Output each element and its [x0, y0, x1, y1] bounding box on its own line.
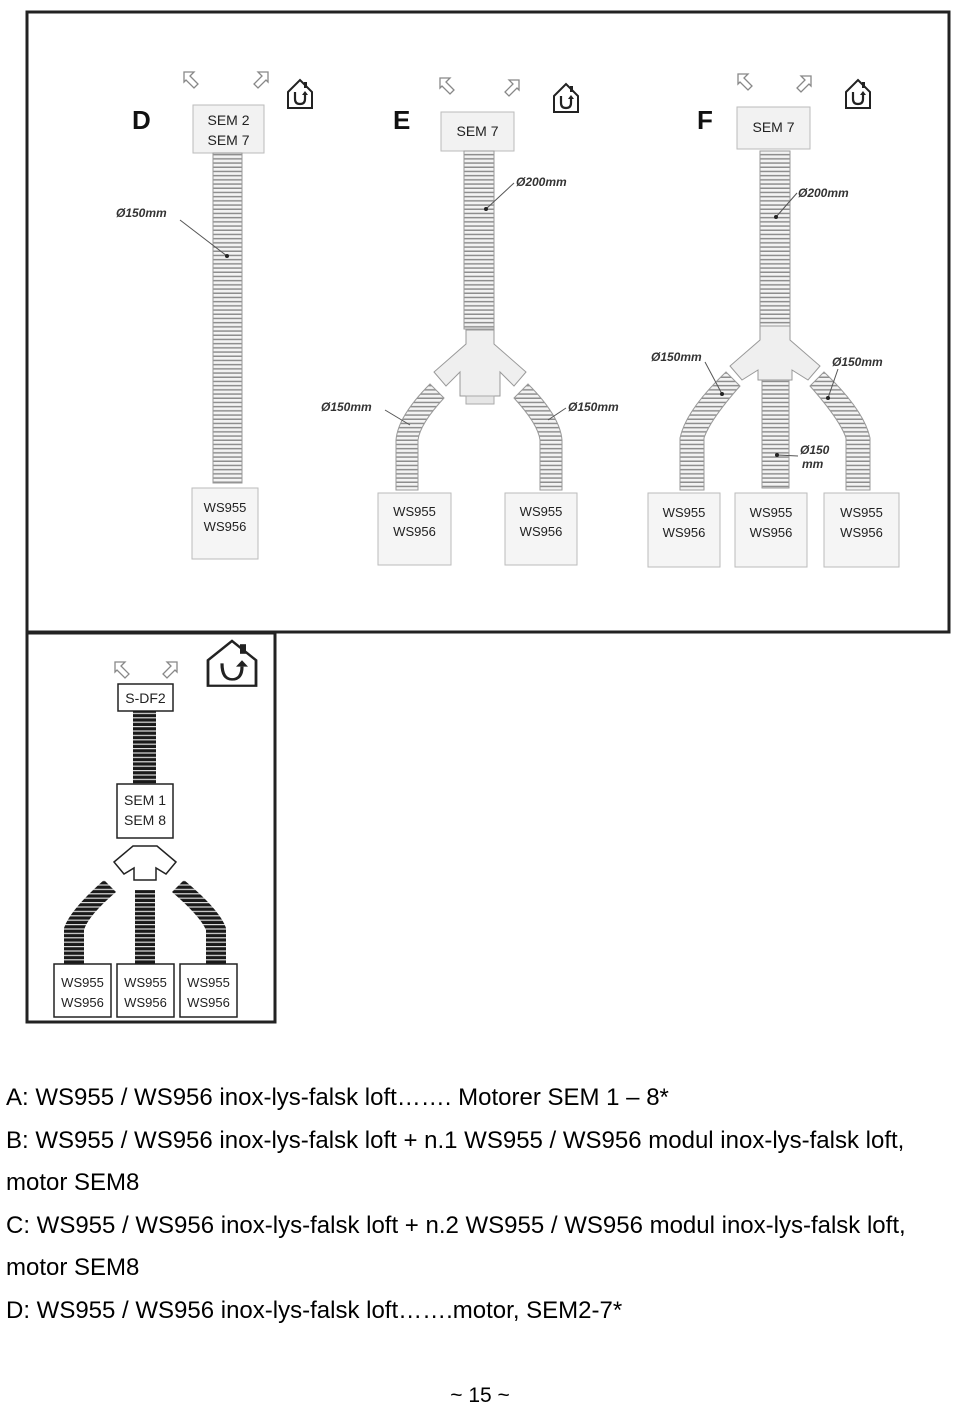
diameter-label: Ø150mm	[832, 355, 883, 369]
motor-label: SEM 8	[123, 812, 167, 828]
unit-label: WS955	[519, 504, 563, 519]
flex-duct	[464, 151, 494, 329]
unit-label: WS955	[187, 975, 230, 990]
diameter-label: mm	[802, 457, 824, 471]
flex-duct	[760, 151, 790, 326]
letter-d: D	[132, 105, 151, 135]
leader-dot	[826, 396, 830, 400]
page-number: ~ 15 ~	[450, 1384, 510, 1407]
leader-dot	[774, 215, 778, 219]
roof-outlet-label: S-DF2	[125, 690, 166, 706]
caption-list	[6, 1077, 956, 1332]
unit-label: WS955	[124, 975, 167, 990]
unit-label: WS955	[61, 975, 104, 990]
diameter-label: Ø200mm	[798, 186, 849, 200]
diameter-label: Ø150mm	[321, 400, 372, 414]
unit-label: WS956	[393, 524, 436, 539]
diameter-label: Ø200mm	[516, 175, 567, 189]
flex-duct-center	[135, 890, 155, 964]
caption-a: A: WS955 / WS956 inox-lys-falsk loft……. Motorer SEM 1 – 8*	[6, 1084, 669, 1111]
unit-label: WS956	[187, 995, 230, 1010]
splitter-cap	[466, 396, 494, 404]
motor-label: SEM 1	[123, 792, 167, 808]
unit-label: WS955	[662, 505, 706, 520]
unit-label: WS955	[749, 505, 793, 520]
caption-d: D: WS955 / WS956 inox-lys-falsk loft…….motor, SEM2-7*	[6, 1296, 623, 1324]
flex-duct	[213, 153, 242, 483]
caption-b: B: WS955 / WS956 inox-lys-falsk loft + n.1 WS955 / WS956 modul inox-lys-falsk loft, motor SEM8	[6, 1126, 905, 1196]
letter-e: E	[393, 105, 411, 135]
unit-label: WS955	[840, 505, 883, 520]
motor-label: SEM 7	[456, 123, 499, 139]
diameter-label: Ø150mm	[116, 206, 167, 220]
diameter-label: Ø150mm	[568, 400, 619, 414]
unit-label: WS956	[749, 525, 793, 540]
diameter-label: Ø150mm	[651, 350, 702, 364]
flex-duct	[133, 711, 156, 784]
unit-label: WS956	[519, 524, 563, 539]
motor-label: SEM 7	[752, 119, 795, 135]
caption-c: C: WS955 / WS956 inox-lys-falsk loft + n.2 WS955 / WS956 modul inox-lys-falsk loft, motor SEM8	[6, 1211, 906, 1281]
motor-label: SEM 2	[207, 112, 250, 128]
leader-dot	[484, 207, 488, 211]
leader-dot	[775, 453, 779, 457]
unit-label: WS955	[203, 500, 247, 515]
flex-duct-center	[762, 380, 789, 488]
diameter-label: Ø150	[800, 443, 830, 457]
unit-label: WS956	[662, 525, 706, 540]
leader-dot	[720, 392, 724, 396]
unit-label: WS956	[61, 995, 104, 1010]
letter-f: F	[697, 105, 713, 135]
motor-label: SEM 7	[207, 132, 250, 148]
unit-label: WS956	[203, 519, 247, 534]
leader-dot	[225, 254, 229, 258]
unit-label: WS956	[840, 525, 883, 540]
unit-label: WS956	[124, 995, 167, 1010]
unit-label: WS955	[393, 504, 436, 519]
